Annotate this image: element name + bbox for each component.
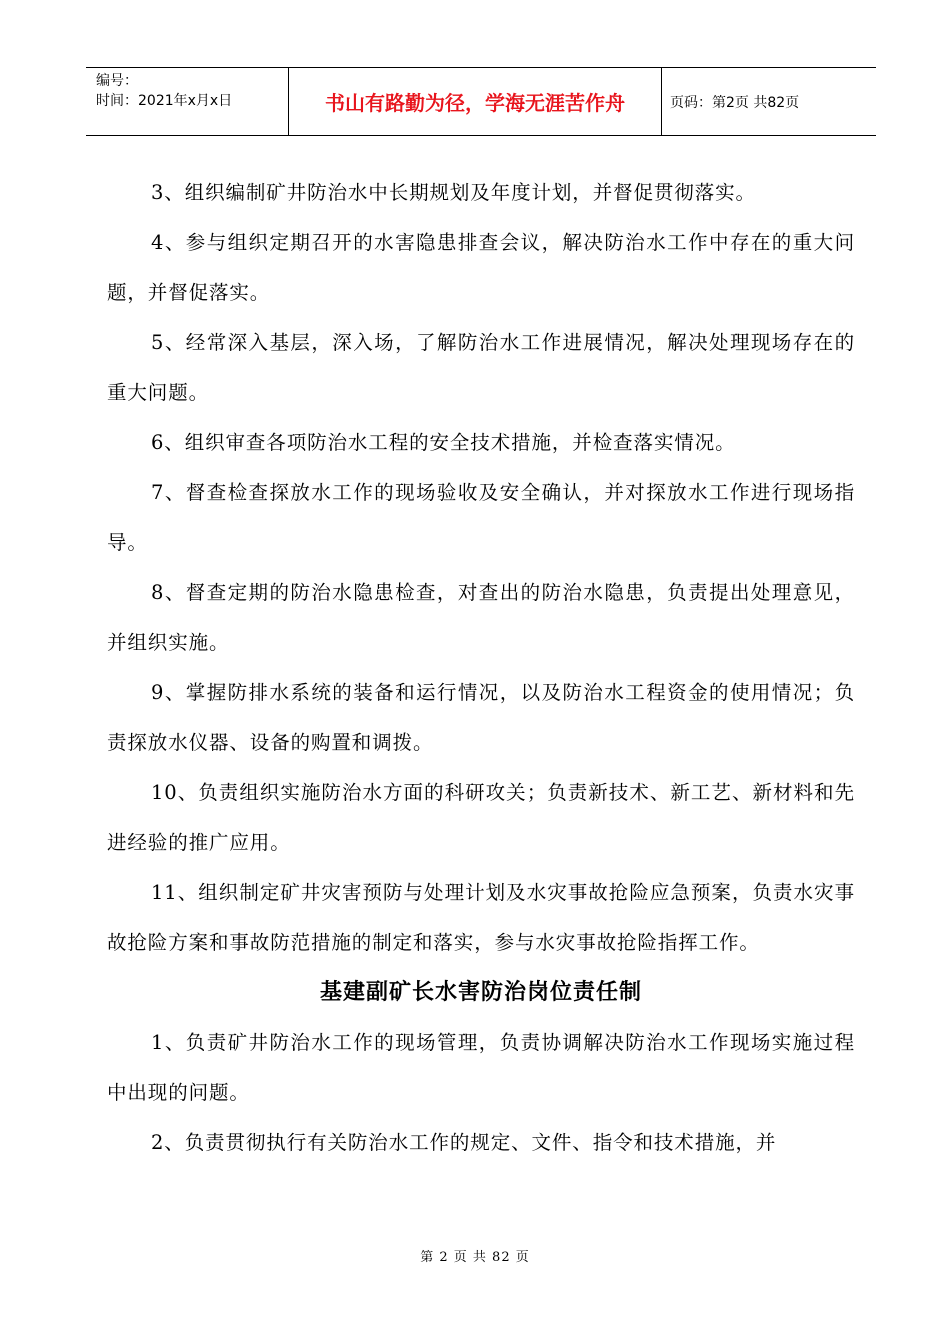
- document-time-label: 时间：2021年x月x日: [96, 93, 233, 109]
- paragraph: 9、掌握防排水系统的装备和运行情况，以及防治水工程资金的使用情况；负责探放水仪器、设备的购置和调拨。: [107, 681, 855, 754]
- paragraph: 6、组织审查各项防治水工程的安全技术措施，并检查落实情况。: [151, 431, 736, 454]
- paragraph: 7、督查检查探放水工作的现场验收及安全确认，并对探放水工作进行现场指导。: [107, 481, 855, 554]
- section-heading: 基建副矿长水害防治岗位责任制: [319, 980, 642, 1005]
- page-header: [86, 67, 876, 136]
- page-footer: 第 2 页 共 82 页: [420, 1250, 530, 1265]
- paragraph: 2、负责贯彻执行有关防治水工作的规定、文件、指令和技术措施，并: [151, 1131, 777, 1154]
- paragraph: 1、负责矿井防治水工作的现场管理，负责协调解决防治水工作现场实施过程中出现的问题。: [107, 1031, 855, 1104]
- paragraph: 5、经常深入基层，深入场，了解防治水工作进展情况，解决处理现场存在的重大问题。: [107, 331, 855, 404]
- document-body: [107, 168, 855, 1168]
- paragraph: 8、督查定期的防治水隐患检查，对查出的防治水隐患，负责提出处理意见，并组织实施。: [107, 581, 855, 654]
- paragraph: 3、组织编制矿井防治水中长期规划及年度计划，并督促贯彻落实。: [151, 181, 756, 204]
- header-page-label: 页码：第2页 共82页: [670, 94, 800, 111]
- header-meta: [86, 68, 288, 135]
- paragraph: 10、负责组织实施防治水方面的科研攻关；负责新技术、新工艺、新材料和先进经验的推广应用。: [107, 781, 855, 854]
- paragraph: 4、参与组织定期召开的水害隐患排查会议，解决防治水工作中存在的重大问题，并督促落实。: [107, 231, 855, 304]
- document-number-label: 编号：: [96, 73, 138, 89]
- paragraph: 11、组织制定矿井灾害预防与处理计划及水灾事故抢险应急预案，负责水灾事故抢险方案和事故防范措施的制定和落实，参与水灾事故抢险指挥工作。: [107, 881, 855, 954]
- header-motto: 书山有路勤为径，学海无涯苦作舟: [288, 68, 662, 135]
